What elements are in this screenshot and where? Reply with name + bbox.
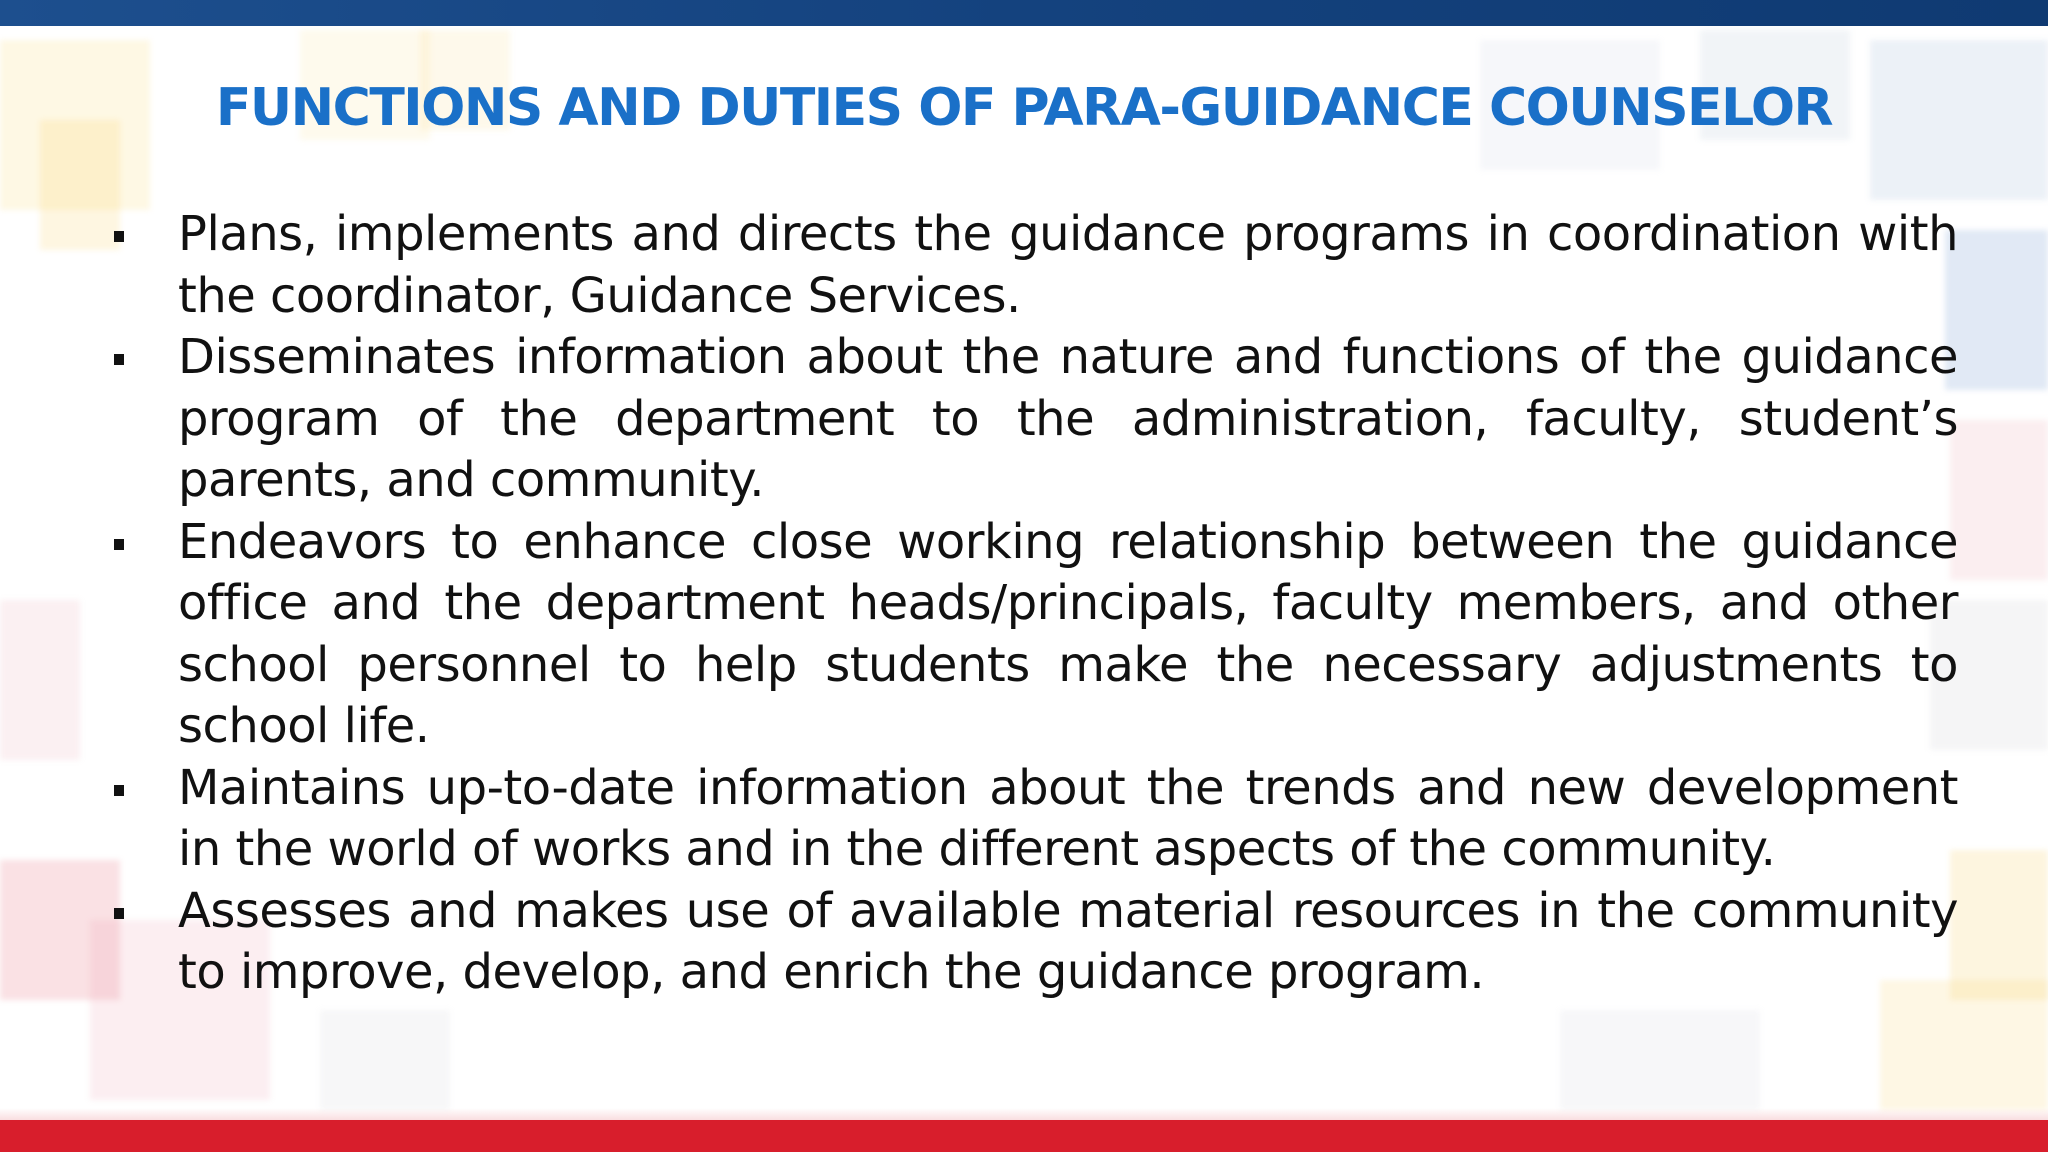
bg-square-gray-bottom-right — [1560, 1010, 1760, 1110]
slide-title: FUNCTIONS AND DUTIES OF PARA-GUIDANCE COUNSELOR — [215, 78, 1833, 138]
duty-text: Plans, implements and directs the guidance programs in coordination with the coordinator, Guidance Services. — [178, 206, 1958, 324]
bottom-banner-stripe — [0, 1120, 2048, 1152]
bg-square-blue-right-1 — [1945, 230, 2048, 390]
square-bullet-icon — [114, 354, 124, 365]
bg-square-pink-left-middle — [0, 600, 80, 760]
duty-item-2 — [112, 327, 1958, 512]
square-bullet-icon — [114, 231, 124, 242]
top-banner-stripe — [0, 0, 2048, 26]
square-bullet-icon — [114, 908, 124, 919]
bg-square-gray-bottom-middle — [320, 1010, 450, 1110]
square-bullet-icon — [114, 539, 124, 550]
duty-text: Endeavors to enhance close working relationship between the guidance office and the department heads/principals, faculty members, and other school personnel to help students make the necessary adjustments to school life. — [178, 513, 1958, 754]
duty-text: Assesses and makes use of available material resources in the community to improve, develop, and enrich the guidance program. — [178, 882, 1958, 1000]
bottom-banner-glow — [0, 1108, 2048, 1120]
bg-square-yellow-left-upper — [40, 120, 120, 250]
duty-item-3 — [112, 512, 1958, 758]
duty-item-4 — [112, 758, 1958, 881]
duties-list — [112, 204, 1958, 1004]
duty-item-5 — [112, 881, 1958, 1004]
duty-text: Disseminates information about the nature and functions of the guidance program of the department to the administration, faculty, student’s parents, and community. — [178, 329, 1958, 508]
duty-text: Maintains up-to-date information about the trends and new development in the world of works and in the different aspects of the community. — [178, 759, 1958, 877]
bg-square-yellow-right-1 — [1950, 850, 2048, 1000]
bg-square-pink-right-1 — [1950, 420, 2048, 580]
duty-item-1 — [112, 204, 1958, 327]
square-bullet-icon — [114, 785, 124, 796]
